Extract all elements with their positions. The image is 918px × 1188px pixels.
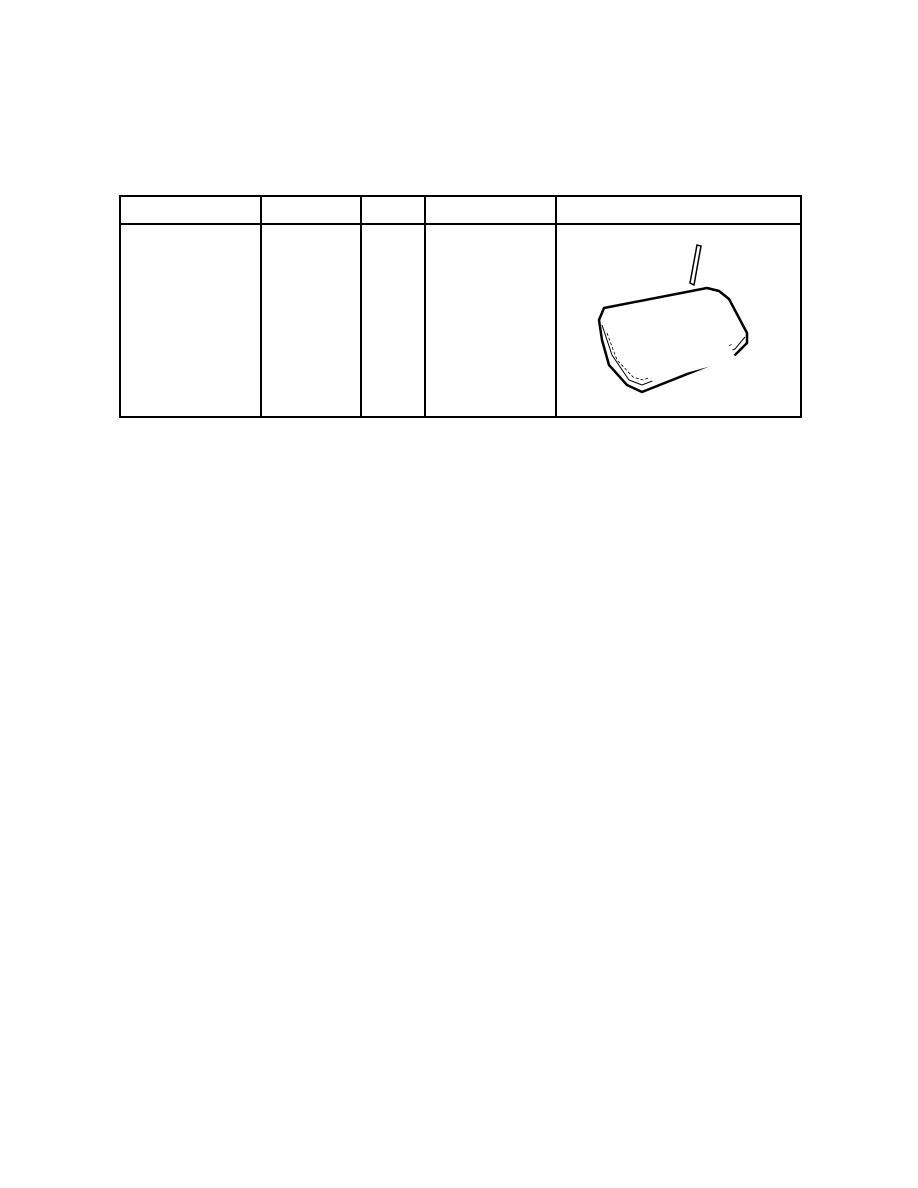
tools-header-row — [120, 196, 801, 224]
piwis-tester-icon — [557, 225, 797, 416]
tool-description — [425, 224, 556, 417]
header-number — [361, 196, 425, 224]
header-image — [556, 196, 801, 224]
tools-table — [119, 195, 802, 418]
tool-type — [261, 224, 361, 417]
tool-image-cell — [556, 224, 801, 417]
piwis-tester-illustration — [557, 225, 797, 416]
table-row — [120, 224, 801, 417]
header-designation — [120, 196, 261, 224]
tool-designation — [120, 224, 261, 417]
header-description — [425, 196, 556, 224]
header-type — [261, 196, 361, 224]
tool-number — [361, 224, 425, 417]
